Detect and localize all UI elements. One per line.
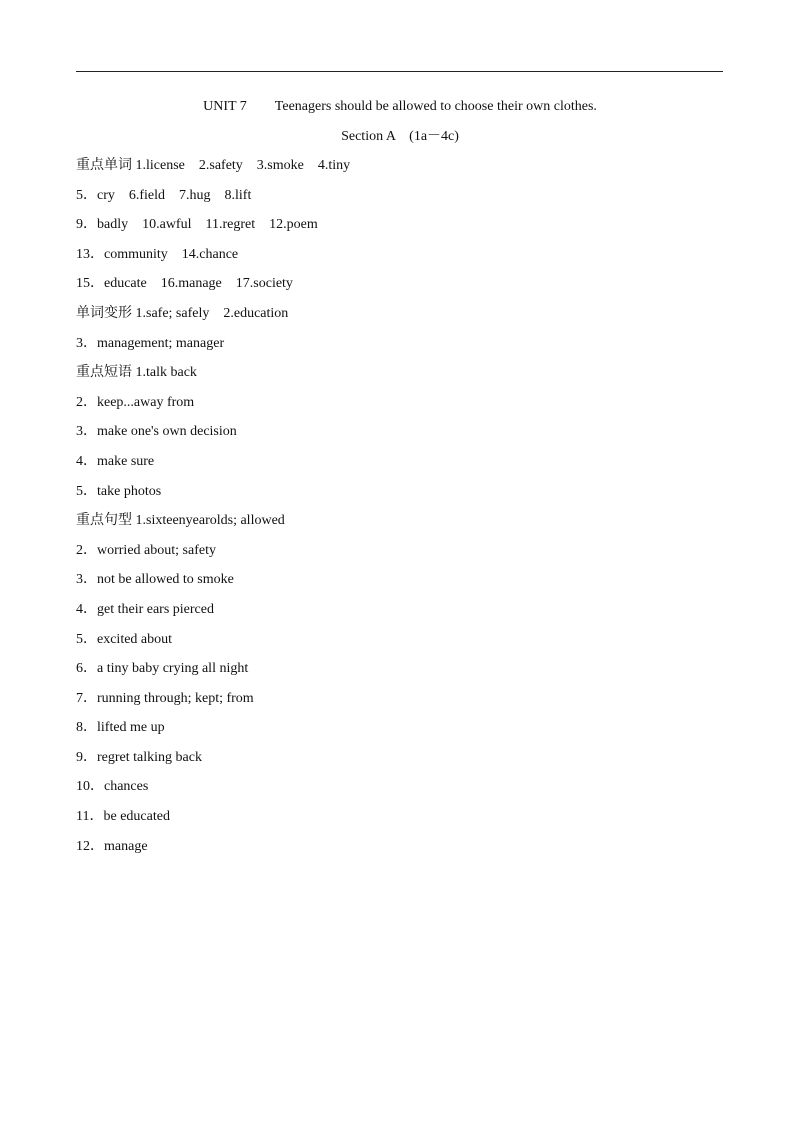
answer-line: 3．make one's own decision: [76, 424, 237, 440]
answer-line: 15．educate 16.manage 17.society: [76, 276, 293, 292]
answer-line: 2．keep...away from: [76, 394, 195, 410]
answer-line: 9．badly 10.awful 11.regret 12.poem: [76, 217, 318, 233]
answer-line: 5．excited about: [76, 631, 173, 647]
answer-line: 5．take photos: [76, 483, 162, 499]
answer-line: 重点短语 1.talk back: [76, 365, 197, 381]
answer-line: 4．get their ears pierced: [76, 601, 214, 617]
answer-line: 7．running through; kept; from: [76, 690, 254, 706]
section-subtitle: Section A (1a－4c): [341, 129, 459, 144]
answer-line: 8．lifted me up: [76, 720, 165, 736]
answer-line: 10．chances: [76, 779, 149, 795]
answer-line: 2．worried about; safety: [76, 542, 216, 558]
header-rule: [76, 71, 723, 72]
answer-line: 3．not be allowed to smoke: [76, 572, 234, 588]
answer-line: 12．manage: [76, 838, 148, 854]
answer-line: 重点句型 1.sixteenyearolds; allowed: [76, 513, 285, 529]
answer-line: 3．management; manager: [76, 335, 225, 351]
answer-line: 单词变形 1.safe; safely 2.education: [76, 305, 289, 321]
answer-line: 5．cry 6.field 7.hug 8.lift: [76, 187, 252, 203]
answer-line: 9．regret talking back: [76, 749, 202, 765]
answer-line: 13．community 14.chance: [76, 246, 239, 262]
answer-line: 重点单词 1.license 2.safety 3.smoke 4.tiny: [76, 158, 351, 173]
answer-line: 4．make sure: [76, 453, 155, 469]
page-title: UNIT 7 Teenagers should be allowed to choose their own clothes.: [203, 99, 597, 114]
answer-line: 11．be educated: [76, 809, 170, 825]
answer-line: 6．a tiny baby crying all night: [76, 661, 249, 677]
answer-list: [76, 157, 726, 867]
